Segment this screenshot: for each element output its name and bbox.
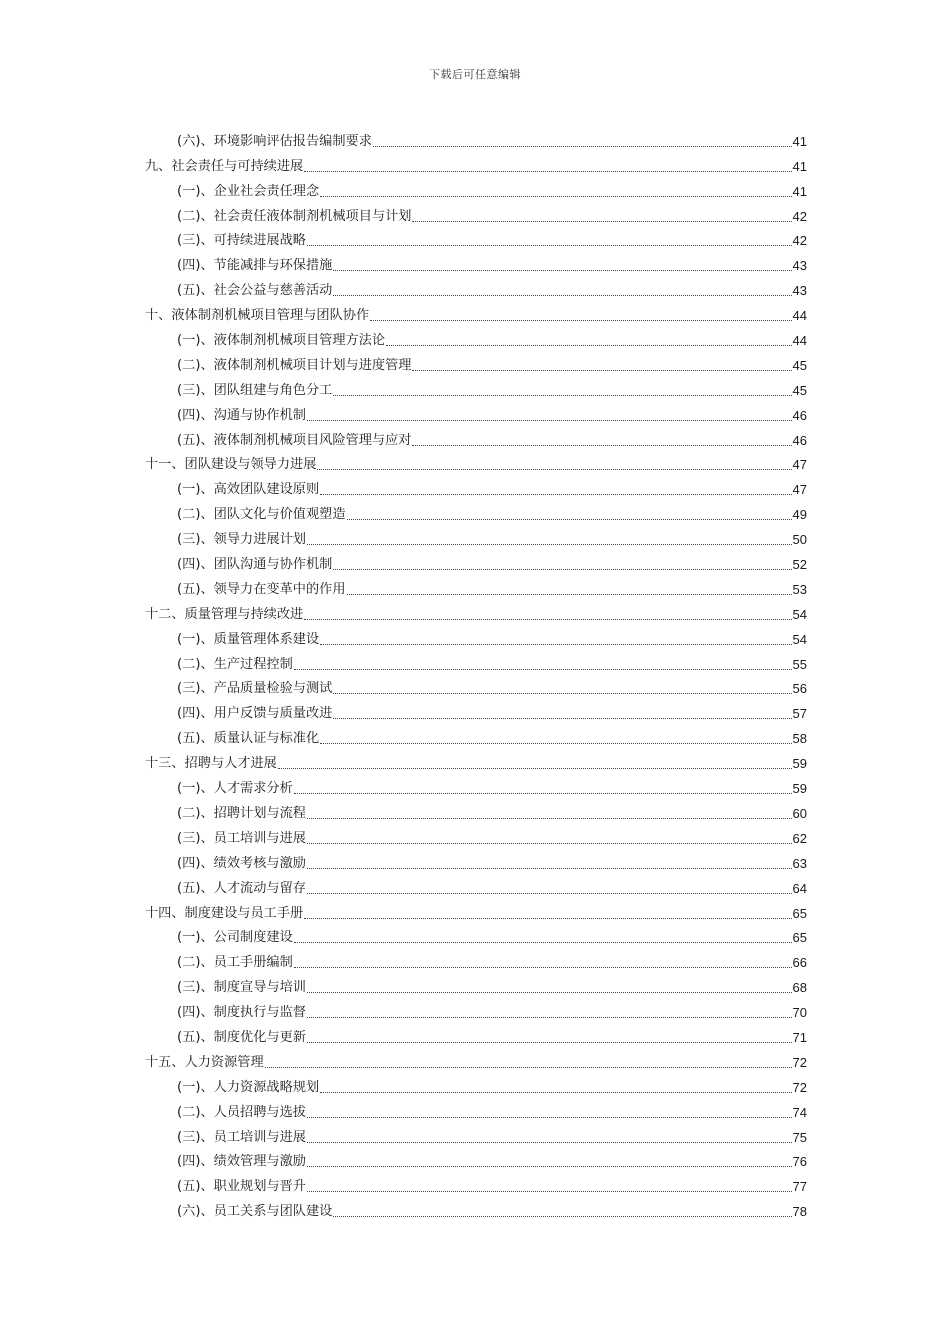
toc-entry-title: (四)、绩效考核与激励 bbox=[177, 855, 306, 871]
toc-entry-title: (三)、团队组建与角色分工 bbox=[177, 382, 333, 398]
toc-entry-title: 十二、质量管理与持续改进 bbox=[145, 606, 304, 622]
toc-entry-title: (四)、制度执行与监督 bbox=[177, 1005, 306, 1021]
toc-dot-leader bbox=[307, 544, 792, 545]
toc-section-entry[interactable] bbox=[145, 375, 807, 400]
toc-entry-title: (三)、员工培训与进展 bbox=[177, 830, 306, 846]
toc-section-entry[interactable] bbox=[145, 250, 807, 275]
toc-section-entry[interactable] bbox=[145, 549, 807, 574]
toc-section-entry[interactable] bbox=[145, 698, 807, 723]
toc-dot-leader bbox=[307, 1142, 792, 1143]
toc-section-entry[interactable] bbox=[145, 1122, 807, 1147]
toc-section-entry[interactable] bbox=[145, 325, 807, 350]
toc-page-number: 54 bbox=[792, 606, 807, 622]
toc-entry-title: (五)、社会公益与慈善活动 bbox=[177, 283, 333, 299]
toc-page-number: 50 bbox=[792, 532, 807, 548]
toc-section-entry[interactable] bbox=[145, 400, 807, 425]
toc-dot-leader bbox=[386, 345, 791, 346]
toc-page-number: 71 bbox=[792, 1029, 807, 1045]
toc-page-number: 46 bbox=[792, 407, 807, 423]
toc-section-entry[interactable] bbox=[145, 499, 807, 524]
toc-page-number: 65 bbox=[792, 905, 807, 921]
toc-page-number: 47 bbox=[792, 482, 807, 498]
toc-dot-leader bbox=[333, 270, 791, 271]
toc-dot-leader bbox=[373, 146, 792, 147]
toc-page-number: 72 bbox=[792, 1054, 807, 1070]
toc-section-entry[interactable] bbox=[145, 474, 807, 499]
toc-page-number: 78 bbox=[792, 1204, 807, 1220]
toc-chapter-entry[interactable] bbox=[145, 450, 807, 475]
toc-entry-title: (四)、绩效管理与激励 bbox=[177, 1154, 306, 1170]
toc-dot-leader bbox=[278, 768, 792, 769]
toc-dot-leader bbox=[307, 868, 792, 869]
toc-page-number: 42 bbox=[792, 233, 807, 249]
toc-dot-leader bbox=[320, 196, 791, 197]
toc-page-number: 74 bbox=[792, 1104, 807, 1120]
toc-section-entry[interactable] bbox=[145, 823, 807, 848]
toc-entry-title: 十四、制度建设与员工手册 bbox=[145, 905, 304, 921]
toc-entry-title: (五)、制度优化与更新 bbox=[177, 1029, 306, 1045]
toc-dot-leader bbox=[307, 1191, 792, 1192]
toc-entry-title: (二)、团队文化与价值观塑造 bbox=[177, 507, 346, 523]
toc-entry-title: (五)、职业规划与晋升 bbox=[177, 1179, 306, 1195]
toc-section-entry[interactable] bbox=[145, 201, 807, 226]
toc-page-number: 65 bbox=[792, 930, 807, 946]
toc-section-entry[interactable] bbox=[145, 275, 807, 300]
toc-dot-leader bbox=[320, 494, 791, 495]
toc-entry-title: (一)、人才需求分析 bbox=[177, 781, 293, 797]
toc-dot-leader bbox=[347, 594, 792, 595]
toc-page-number: 43 bbox=[792, 283, 807, 299]
toc-page-number: 77 bbox=[792, 1179, 807, 1195]
toc-section-entry[interactable] bbox=[145, 1147, 807, 1172]
toc-dot-leader bbox=[307, 843, 792, 844]
toc-dot-leader bbox=[307, 1166, 792, 1167]
toc-section-entry[interactable] bbox=[145, 126, 807, 151]
toc-section-entry[interactable] bbox=[145, 798, 807, 823]
toc-dot-leader bbox=[307, 992, 792, 993]
toc-entry-title: (二)、生产过程控制 bbox=[177, 656, 293, 672]
toc-page-number: 72 bbox=[792, 1079, 807, 1095]
toc-entry-title: (四)、节能减排与环保措施 bbox=[177, 258, 333, 274]
toc-entry-title: (二)、招聘计划与流程 bbox=[177, 805, 306, 821]
toc-entry-title: (三)、制度宣导与培训 bbox=[177, 980, 306, 996]
toc-entry-title: (六)、员工关系与团队建设 bbox=[177, 1204, 333, 1220]
toc-dot-leader bbox=[320, 644, 791, 645]
toc-page-number: 47 bbox=[792, 457, 807, 473]
toc-entry-title: (一)、人力资源战略规划 bbox=[177, 1079, 320, 1095]
toc-dot-leader bbox=[304, 619, 791, 620]
toc-section-entry[interactable] bbox=[145, 1072, 807, 1097]
toc-page-number: 58 bbox=[792, 731, 807, 747]
toc-dot-leader bbox=[294, 967, 792, 968]
toc-section-entry[interactable] bbox=[145, 997, 807, 1022]
toc-page-number: 59 bbox=[792, 781, 807, 797]
toc-chapter-entry[interactable] bbox=[145, 599, 807, 624]
toc-entry-title: (三)、领导力进展计划 bbox=[177, 532, 306, 548]
toc-section-entry[interactable] bbox=[145, 524, 807, 549]
toc-entry-title: (一)、质量管理体系建设 bbox=[177, 631, 320, 647]
toc-section-entry[interactable] bbox=[145, 723, 807, 748]
toc-section-entry[interactable] bbox=[145, 923, 807, 948]
toc-page-number: 76 bbox=[792, 1154, 807, 1170]
toc-page-number: 62 bbox=[792, 830, 807, 846]
toc-section-entry[interactable] bbox=[145, 1171, 807, 1196]
toc-chapter-entry[interactable] bbox=[145, 748, 807, 773]
toc-section-entry[interactable] bbox=[145, 226, 807, 251]
toc-section-entry[interactable] bbox=[145, 674, 807, 699]
toc-entry-title: (二)、液体制剂机械项目计划与进度管理 bbox=[177, 357, 412, 373]
toc-dot-leader bbox=[294, 942, 792, 943]
toc-section-entry[interactable] bbox=[145, 972, 807, 997]
toc-page-number: 42 bbox=[792, 208, 807, 224]
toc-entry-title: (一)、企业社会责任理念 bbox=[177, 183, 320, 199]
toc-page-number: 49 bbox=[792, 507, 807, 523]
toc-dot-leader bbox=[320, 743, 791, 744]
toc-entry-title: (一)、公司制度建设 bbox=[177, 930, 293, 946]
toc-dot-leader bbox=[347, 519, 792, 520]
toc-dot-leader bbox=[412, 221, 791, 222]
toc-dot-leader bbox=[307, 1117, 792, 1118]
toc-dot-leader bbox=[333, 1216, 791, 1217]
toc-chapter-entry[interactable] bbox=[145, 1047, 807, 1072]
toc-entry-title: (二)、社会责任液体制剂机械项目与计划 bbox=[177, 208, 412, 224]
toc-section-entry[interactable] bbox=[145, 425, 807, 450]
toc-section-entry[interactable] bbox=[145, 1196, 807, 1221]
toc-entry-title: 十五、人力资源管理 bbox=[145, 1054, 264, 1070]
toc-page-number: 44 bbox=[792, 333, 807, 349]
toc-entry-title: (三)、可持续进展战略 bbox=[177, 233, 306, 249]
toc-entry-title: (六)、环境影响评估报告编制要求 bbox=[177, 133, 372, 149]
toc-page-number: 52 bbox=[792, 557, 807, 573]
toc-section-entry[interactable] bbox=[145, 873, 807, 898]
toc-page-number: 70 bbox=[792, 1005, 807, 1021]
toc-section-entry[interactable] bbox=[145, 574, 807, 599]
toc-dot-leader bbox=[370, 320, 791, 321]
toc-entry-title: (五)、人才流动与留存 bbox=[177, 880, 306, 896]
toc-entry-title: (五)、液体制剂机械项目风险管理与应对 bbox=[177, 432, 412, 448]
toc-page-number: 66 bbox=[792, 955, 807, 971]
toc-page-number: 41 bbox=[792, 158, 807, 174]
page-header: 下载后可任意编辑 bbox=[429, 68, 521, 81]
toc-dot-leader bbox=[333, 295, 791, 296]
toc-chapter-entry[interactable] bbox=[145, 151, 807, 176]
toc-dot-leader bbox=[333, 718, 791, 719]
toc-entry-title: (四)、用户反馈与质量改进 bbox=[177, 706, 333, 722]
toc-dot-leader bbox=[294, 669, 792, 670]
toc-page-number: 53 bbox=[792, 581, 807, 597]
toc-dot-leader bbox=[307, 420, 792, 421]
toc-section-entry[interactable] bbox=[145, 624, 807, 649]
toc-dot-leader bbox=[307, 1042, 792, 1043]
toc-page-number: 57 bbox=[792, 706, 807, 722]
toc-dot-leader bbox=[320, 1092, 791, 1093]
toc-page-number: 60 bbox=[792, 805, 807, 821]
toc-section-entry[interactable] bbox=[145, 649, 807, 674]
toc-page-number: 44 bbox=[792, 308, 807, 324]
toc-entry-title: 九、社会责任与可持续进展 bbox=[145, 158, 304, 174]
toc-dot-leader bbox=[307, 1017, 792, 1018]
toc-dot-leader bbox=[304, 171, 791, 172]
toc-section-entry[interactable] bbox=[145, 947, 807, 972]
toc-dot-leader bbox=[265, 1067, 792, 1068]
toc-entry-title: (三)、产品质量检验与测试 bbox=[177, 681, 333, 697]
toc-page-number: 41 bbox=[792, 133, 807, 149]
table-of-contents bbox=[145, 126, 807, 1221]
toc-page-number: 45 bbox=[792, 357, 807, 373]
toc-dot-leader bbox=[307, 893, 792, 894]
toc-entry-title: (二)、员工手册编制 bbox=[177, 955, 293, 971]
toc-section-entry[interactable] bbox=[145, 848, 807, 873]
toc-page-number: 55 bbox=[792, 656, 807, 672]
toc-page-number: 54 bbox=[792, 631, 807, 647]
toc-dot-leader bbox=[317, 469, 791, 470]
toc-dot-leader bbox=[304, 918, 791, 919]
toc-dot-leader bbox=[294, 793, 792, 794]
toc-page-number: 68 bbox=[792, 980, 807, 996]
toc-dot-leader bbox=[333, 569, 791, 570]
toc-page-number: 59 bbox=[792, 756, 807, 772]
toc-page-number: 64 bbox=[792, 880, 807, 896]
toc-entry-title: 十一、团队建设与领导力进展 bbox=[145, 457, 317, 473]
toc-dot-leader bbox=[307, 818, 792, 819]
toc-page-number: 46 bbox=[792, 432, 807, 448]
toc-section-entry[interactable] bbox=[145, 1022, 807, 1047]
toc-section-entry[interactable] bbox=[145, 176, 807, 201]
toc-chapter-entry[interactable] bbox=[145, 898, 807, 923]
toc-dot-leader bbox=[307, 245, 792, 246]
toc-dot-leader bbox=[412, 445, 791, 446]
toc-page-number: 75 bbox=[792, 1129, 807, 1145]
toc-entry-title: (五)、质量认证与标准化 bbox=[177, 731, 320, 747]
toc-entry-title: (二)、人员招聘与选拔 bbox=[177, 1104, 306, 1120]
toc-page-number: 63 bbox=[792, 855, 807, 871]
toc-section-entry[interactable] bbox=[145, 350, 807, 375]
toc-section-entry[interactable] bbox=[145, 1097, 807, 1122]
toc-chapter-entry[interactable] bbox=[145, 300, 807, 325]
toc-entry-title: (四)、团队沟通与协作机制 bbox=[177, 557, 333, 573]
toc-dot-leader bbox=[333, 693, 791, 694]
toc-entry-title: (一)、液体制剂机械项目管理方法论 bbox=[177, 333, 386, 349]
toc-entry-title: (五)、领导力在变革中的作用 bbox=[177, 581, 346, 597]
toc-page-number: 56 bbox=[792, 681, 807, 697]
toc-page-number: 45 bbox=[792, 382, 807, 398]
toc-entry-title: (四)、沟通与协作机制 bbox=[177, 407, 306, 423]
toc-page-number: 43 bbox=[792, 258, 807, 274]
toc-page-number: 41 bbox=[792, 183, 807, 199]
toc-entry-title: (三)、员工培训与进展 bbox=[177, 1129, 306, 1145]
toc-dot-leader bbox=[333, 395, 791, 396]
toc-entry-title: 十、液体制剂机械项目管理与团队协作 bbox=[145, 308, 370, 324]
toc-entry-title: (一)、高效团队建设原则 bbox=[177, 482, 320, 498]
toc-section-entry[interactable] bbox=[145, 773, 807, 798]
toc-dot-leader bbox=[412, 370, 791, 371]
toc-entry-title: 十三、招聘与人才进展 bbox=[145, 756, 277, 772]
